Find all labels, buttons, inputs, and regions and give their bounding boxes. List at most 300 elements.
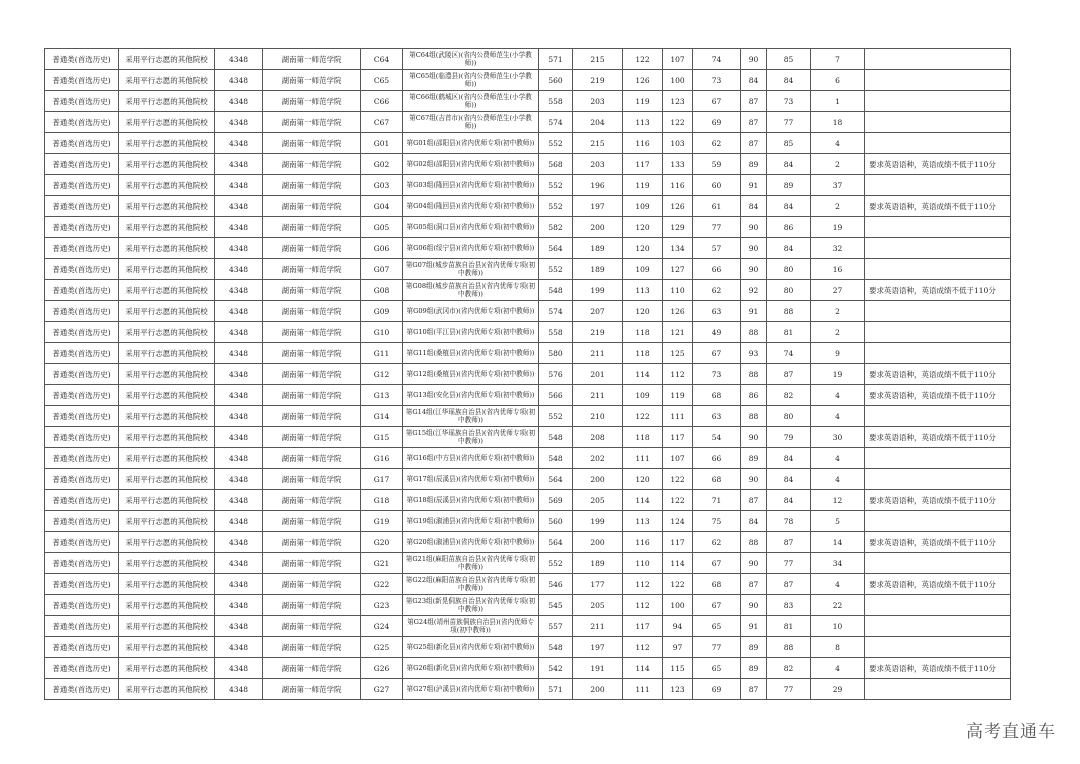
score-cell: 74 [767,343,811,364]
score-cell: 215 [573,49,623,70]
school-name-cell: 湖南第一师范学院 [263,343,361,364]
school-name-cell: 湖南第一师范学院 [263,490,361,511]
score-cell: 88 [741,406,767,427]
table-row [45,595,1011,616]
note-cell: 要求英语语种，英语成绩不低于110分 [865,154,1011,175]
group-code-cell: G02 [361,154,403,175]
school-code-cell: 4348 [215,154,263,175]
score-cell: 197 [573,196,623,217]
subject-cell: 普通类(首选历史) [45,511,119,532]
school-name-cell: 湖南第一师范学院 [263,154,361,175]
subject-cell: 普通类(首选历史) [45,595,119,616]
note-cell [865,469,1011,490]
batch-cell: 采用平行志愿的其他院校 [119,490,215,511]
score-cell: 97 [663,637,693,658]
count-cell: 22 [811,595,865,616]
score-cell: 91 [741,301,767,322]
group-name-cell: 第C67组(吉首市)(省内公费师范生(小学教师)) [403,112,539,133]
score-cell: 79 [767,427,811,448]
score-cell: 89 [741,658,767,679]
subject-cell: 普通类(首选历史) [45,637,119,658]
subject-cell: 普通类(首选历史) [45,112,119,133]
subject-cell: 普通类(首选历史) [45,280,119,301]
score-cell: 90 [741,553,767,574]
score-cell: 197 [573,637,623,658]
school-name-cell: 湖南第一师范学院 [263,238,361,259]
score-cell: 57 [693,238,741,259]
group-code-cell: G25 [361,637,403,658]
score-cell: 122 [663,490,693,511]
score-cell: 84 [741,70,767,91]
table-row [45,112,1011,133]
subject-cell: 普通类(首选历史) [45,616,119,637]
school-code-cell: 4348 [215,385,263,406]
school-name-cell: 湖南第一师范学院 [263,49,361,70]
score-cell: 65 [693,658,741,679]
score-cell: 122 [623,49,663,70]
group-name-cell: 第C65组(临澧县)(省内公费师范生(小学教师)) [403,70,539,91]
total-score-cell: 548 [539,448,573,469]
note-cell: 要求英语语种，英语成绩不低于110分 [865,427,1011,448]
score-cell: 90 [741,49,767,70]
table-row [45,133,1011,154]
score-cell: 60 [693,175,741,196]
note-cell: 要求英语语种，英语成绩不低于110分 [865,658,1011,679]
school-name-cell: 湖南第一师范学院 [263,196,361,217]
score-cell: 69 [693,679,741,700]
score-cell: 84 [767,469,811,490]
table-row [45,637,1011,658]
score-cell: 54 [693,427,741,448]
school-name-cell: 湖南第一师范学院 [263,637,361,658]
score-cell: 69 [693,112,741,133]
note-cell [865,406,1011,427]
score-cell: 86 [767,217,811,238]
note-cell: 要求英语语种，英语成绩不低于110分 [865,196,1011,217]
count-cell: 4 [811,658,865,679]
count-cell: 2 [811,196,865,217]
count-cell: 7 [811,49,865,70]
group-name-cell: 第G10组(平江县)(省内优师专项(初中教师)) [403,322,539,343]
score-cell: 211 [573,616,623,637]
group-name-cell: 第G08组(城步苗族自治县)(省内优师专项(初中教师)) [403,280,539,301]
group-name-cell: 第G24组(靖州苗族侗族自治县)(省内优师专项(初中教师)) [403,616,539,637]
note-cell [865,259,1011,280]
note-cell: 要求英语语种，英语成绩不低于110分 [865,532,1011,553]
batch-cell: 采用平行志愿的其他院校 [119,679,215,700]
score-cell: 66 [693,259,741,280]
note-cell [865,133,1011,154]
count-cell: 4 [811,448,865,469]
score-cell: 68 [693,469,741,490]
group-code-cell: C67 [361,112,403,133]
batch-cell: 采用平行志愿的其他院校 [119,574,215,595]
batch-cell: 采用平行志愿的其他院校 [119,175,215,196]
score-cell: 87 [767,364,811,385]
score-cell: 205 [573,490,623,511]
school-code-cell: 4348 [215,91,263,112]
batch-cell: 采用平行志愿的其他院校 [119,196,215,217]
note-cell [865,238,1011,259]
note-cell [865,679,1011,700]
table-row [45,364,1011,385]
score-cell: 200 [573,217,623,238]
batch-cell: 采用平行志愿的其他院校 [119,112,215,133]
score-cell: 68 [693,385,741,406]
score-cell: 62 [693,532,741,553]
group-name-cell: 第G22组(麻阳苗族自治县)(省内优师专项(初中教师)) [403,574,539,595]
group-code-cell: G07 [361,259,403,280]
note-cell [865,322,1011,343]
batch-cell: 采用平行志愿的其他院校 [119,238,215,259]
subject-cell: 普通类(首选历史) [45,49,119,70]
score-cell: 123 [663,679,693,700]
note-cell [865,301,1011,322]
score-cell: 63 [693,301,741,322]
note-cell: 要求英语语种，英语成绩不低于110分 [865,385,1011,406]
school-code-cell: 4348 [215,490,263,511]
table-row [45,70,1011,91]
count-cell: 37 [811,175,865,196]
score-cell: 123 [663,91,693,112]
score-cell: 120 [623,301,663,322]
score-cell: 77 [693,637,741,658]
score-cell: 120 [623,469,663,490]
note-cell [865,112,1011,133]
group-code-cell: C66 [361,91,403,112]
group-name-cell: 第G06组(绥宁县)(省内优师专项(初中教师)) [403,238,539,259]
subject-cell: 普通类(首选历史) [45,532,119,553]
batch-cell: 采用平行志愿的其他院校 [119,385,215,406]
school-name-cell: 湖南第一师范学院 [263,259,361,280]
batch-cell: 采用平行志愿的其他院校 [119,364,215,385]
score-cell: 134 [663,238,693,259]
score-cell: 71 [693,490,741,511]
total-score-cell: 548 [539,637,573,658]
score-cell: 117 [623,154,663,175]
score-cell: 127 [663,259,693,280]
total-score-cell: 557 [539,616,573,637]
note-cell: 要求英语语种，英语成绩不低于110分 [865,574,1011,595]
total-score-cell: 552 [539,553,573,574]
count-cell: 2 [811,322,865,343]
score-cell: 100 [663,595,693,616]
score-cell: 205 [573,595,623,616]
group-name-cell: 第G03组(隆回县)(省内优师专项(初中教师)) [403,175,539,196]
score-cell: 67 [693,343,741,364]
total-score-cell: 574 [539,112,573,133]
school-code-cell: 4348 [215,259,263,280]
subject-cell: 普通类(首选历史) [45,364,119,385]
note-cell: 要求英语语种，英语成绩不低于110分 [865,364,1011,385]
score-cell: 112 [623,595,663,616]
score-cell: 121 [663,322,693,343]
group-code-cell: G05 [361,217,403,238]
total-score-cell: 552 [539,175,573,196]
score-cell: 100 [663,70,693,91]
count-cell: 30 [811,427,865,448]
total-score-cell: 568 [539,154,573,175]
score-cell: 114 [623,364,663,385]
score-cell: 77 [767,679,811,700]
table-row [45,574,1011,595]
total-score-cell: 564 [539,532,573,553]
school-code-cell: 4348 [215,343,263,364]
total-score-cell: 552 [539,259,573,280]
school-code-cell: 4348 [215,679,263,700]
note-cell [865,91,1011,112]
subject-cell: 普通类(首选历史) [45,238,119,259]
score-cell: 59 [693,154,741,175]
score-cell: 68 [693,574,741,595]
count-cell: 34 [811,553,865,574]
score-cell: 110 [663,280,693,301]
score-cell: 87 [741,574,767,595]
total-score-cell: 552 [539,196,573,217]
score-cell: 115 [663,658,693,679]
score-cell: 189 [573,259,623,280]
score-cell: 91 [741,175,767,196]
group-code-cell: G27 [361,679,403,700]
total-score-cell: 558 [539,322,573,343]
score-cell: 73 [767,91,811,112]
school-name-cell: 湖南第一师范学院 [263,301,361,322]
score-cell: 84 [767,490,811,511]
score-cell: 112 [663,364,693,385]
score-cell: 78 [767,511,811,532]
batch-cell: 采用平行志愿的其他院校 [119,259,215,280]
table-row [45,175,1011,196]
subject-cell: 普通类(首选历史) [45,679,119,700]
school-name-cell: 湖南第一师范学院 [263,532,361,553]
score-cell: 88 [767,301,811,322]
total-score-cell: 548 [539,427,573,448]
score-cell: 215 [573,133,623,154]
school-code-cell: 4348 [215,637,263,658]
score-cell: 89 [767,175,811,196]
score-cell: 73 [693,70,741,91]
school-name-cell: 湖南第一师范学院 [263,448,361,469]
score-cell: 90 [741,259,767,280]
score-cell: 67 [693,91,741,112]
score-cell: 67 [693,553,741,574]
total-score-cell: 552 [539,133,573,154]
score-cell: 119 [623,91,663,112]
batch-cell: 采用平行志愿的其他院校 [119,70,215,91]
score-cell: 103 [663,133,693,154]
subject-cell: 普通类(首选历史) [45,406,119,427]
school-name-cell: 湖南第一师范学院 [263,553,361,574]
score-cell: 111 [663,406,693,427]
school-code-cell: 4348 [215,175,263,196]
group-code-cell: G16 [361,448,403,469]
score-cell: 133 [663,154,693,175]
group-code-cell: G20 [361,532,403,553]
batch-cell: 采用平行志愿的其他院校 [119,658,215,679]
batch-cell: 采用平行志愿的其他院校 [119,553,215,574]
score-cell: 117 [623,616,663,637]
score-cell: 119 [623,175,663,196]
batch-cell: 采用平行志愿的其他院校 [119,154,215,175]
group-code-cell: G11 [361,343,403,364]
total-score-cell: 576 [539,364,573,385]
school-name-cell: 湖南第一师范学院 [263,427,361,448]
count-cell: 4 [811,469,865,490]
group-name-cell: 第G15组(江华瑶族自治县)(省内优师专项(初中教师)) [403,427,539,448]
total-score-cell: 582 [539,217,573,238]
school-name-cell: 湖南第一师范学院 [263,133,361,154]
note-cell [865,637,1011,658]
score-cell: 117 [663,532,693,553]
subject-cell: 普通类(首选历史) [45,301,119,322]
subject-cell: 普通类(首选历史) [45,70,119,91]
score-cell: 84 [767,196,811,217]
group-name-cell: 第G12组(桑植县)(省内优师专项(初中教师)) [403,364,539,385]
note-cell [865,49,1011,70]
note-cell [865,616,1011,637]
table-row [45,616,1011,637]
batch-cell: 采用平行志愿的其他院校 [119,616,215,637]
note-cell: 要求英语语种，英语成绩不低于110分 [865,280,1011,301]
score-cell: 92 [741,280,767,301]
total-score-cell: 566 [539,385,573,406]
score-cell: 201 [573,364,623,385]
score-cell: 66 [693,448,741,469]
school-name-cell: 湖南第一师范学院 [263,364,361,385]
group-code-cell: G21 [361,553,403,574]
school-code-cell: 4348 [215,364,263,385]
score-cell: 77 [767,553,811,574]
score-cell: 90 [741,595,767,616]
table-row [45,196,1011,217]
count-cell: 12 [811,490,865,511]
table-body [45,49,1011,700]
score-cell: 204 [573,112,623,133]
score-cell: 114 [623,490,663,511]
score-cell: 118 [623,427,663,448]
school-code-cell: 4348 [215,49,263,70]
count-cell: 5 [811,511,865,532]
school-name-cell: 湖南第一师范学院 [263,322,361,343]
score-cell: 82 [767,658,811,679]
score-cell: 84 [741,196,767,217]
school-code-cell: 4348 [215,511,263,532]
count-cell: 2 [811,154,865,175]
school-name-cell: 湖南第一师范学院 [263,616,361,637]
group-name-cell: 第G07组(城步苗族自治县)(省内优师专项(初中教师)) [403,259,539,280]
table-row [45,427,1011,448]
table-row [45,511,1011,532]
school-name-cell: 湖南第一师范学院 [263,70,361,91]
school-name-cell: 湖南第一师范学院 [263,91,361,112]
school-code-cell: 4348 [215,448,263,469]
score-cell: 211 [573,385,623,406]
school-code-cell: 4348 [215,427,263,448]
subject-cell: 普通类(首选历史) [45,490,119,511]
note-cell [865,175,1011,196]
table-row [45,490,1011,511]
score-cell: 81 [767,616,811,637]
group-code-cell: G22 [361,574,403,595]
school-name-cell: 湖南第一师范学院 [263,280,361,301]
note-cell [865,343,1011,364]
subject-cell: 普通类(首选历史) [45,259,119,280]
subject-cell: 普通类(首选历史) [45,175,119,196]
score-cell: 196 [573,175,623,196]
score-cell: 126 [663,301,693,322]
count-cell: 32 [811,238,865,259]
batch-cell: 采用平行志愿的其他院校 [119,532,215,553]
score-cell: 91 [741,616,767,637]
table-row [45,448,1011,469]
school-code-cell: 4348 [215,469,263,490]
batch-cell: 采用平行志愿的其他院校 [119,511,215,532]
table-row [45,385,1011,406]
score-cell: 199 [573,511,623,532]
score-cell: 85 [767,49,811,70]
batch-cell: 采用平行志愿的其他院校 [119,91,215,112]
score-cell: 88 [741,364,767,385]
school-code-cell: 4348 [215,280,263,301]
subject-cell: 普通类(首选历史) [45,658,119,679]
group-name-cell: 第C66组(鹤城区)(省内公费师范生(小学教师)) [403,91,539,112]
school-code-cell: 4348 [215,406,263,427]
score-cell: 118 [623,322,663,343]
score-cell: 75 [693,511,741,532]
batch-cell: 采用平行志愿的其他院校 [119,427,215,448]
score-cell: 116 [623,133,663,154]
score-cell: 83 [767,595,811,616]
subject-cell: 普通类(首选历史) [45,448,119,469]
count-cell: 4 [811,406,865,427]
group-name-cell: 第G14组(江华瑶族自治县)(省内优师专项(初中教师)) [403,406,539,427]
table-row [45,238,1011,259]
total-score-cell: 571 [539,49,573,70]
score-cell: 112 [623,574,663,595]
school-name-cell: 湖南第一师范学院 [263,511,361,532]
score-cell: 93 [741,343,767,364]
count-cell: 16 [811,259,865,280]
group-name-cell: 第G25组(新化县)(省内优师专项(初中教师)) [403,637,539,658]
table-row [45,49,1011,70]
score-cell: 177 [573,574,623,595]
score-cell: 117 [663,427,693,448]
table-row [45,322,1011,343]
group-code-cell: G24 [361,616,403,637]
score-cell: 89 [741,448,767,469]
table-row [45,154,1011,175]
school-code-cell: 4348 [215,217,263,238]
table-row [45,280,1011,301]
score-cell: 200 [573,679,623,700]
school-code-cell: 4348 [215,70,263,91]
score-cell: 80 [767,280,811,301]
score-cell: 219 [573,322,623,343]
score-cell: 88 [741,532,767,553]
school-name-cell: 湖南第一师范学院 [263,217,361,238]
score-cell: 202 [573,448,623,469]
score-cell: 122 [663,469,693,490]
subject-cell: 普通类(首选历史) [45,154,119,175]
count-cell: 6 [811,70,865,91]
group-name-cell: 第G21组(麻阳苗族自治县)(省内优师专项(初中教师)) [403,553,539,574]
group-name-cell: 第G23组(新晃侗族自治县)(省内优师专项(初中教师)) [403,595,539,616]
school-name-cell: 湖南第一师范学院 [263,679,361,700]
score-cell: 84 [767,154,811,175]
group-code-cell: G17 [361,469,403,490]
score-cell: 87 [741,679,767,700]
score-cell: 87 [767,574,811,595]
